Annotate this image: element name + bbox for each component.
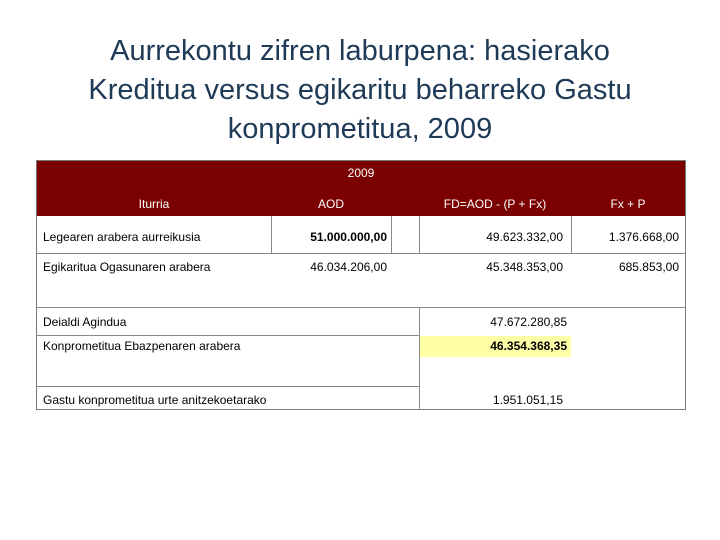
row-fxp-value: 1.376.668,00 <box>608 230 679 244</box>
deialdi-label: Deialdi Agindua <box>43 315 127 329</box>
column-divider <box>571 216 572 253</box>
row-label: Egikaritua Ogasunaren arabera <box>43 260 211 274</box>
row-label: Legearen arabera aurreikusia <box>43 230 201 244</box>
row-divider <box>37 335 419 336</box>
row-aod-value: 51.000.000,00 <box>310 230 387 244</box>
header-aod: AOD <box>271 186 391 216</box>
multiyear-value: 1.951.051,15 <box>492 393 563 407</box>
title-line-1: Aurrekontu zifren laburpena: hasierako <box>110 35 610 67</box>
header-fxp: Fx + P <box>571 186 685 216</box>
title-line-3: konprometitua, 2009 <box>227 113 493 145</box>
summary-table <box>36 160 686 410</box>
row-fd-value: 49.623.332,00 <box>486 230 563 244</box>
header-fd: FD=AOD - (P + Fx) <box>419 186 571 216</box>
row-fxp-value: 685.853,00 <box>618 260 679 274</box>
row-aod-value: 46.034.206,00 <box>310 260 387 274</box>
row-divider <box>37 253 685 254</box>
column-divider <box>271 216 272 253</box>
title-line-2: Kreditua versus egikaritu beharreko Gastu <box>88 74 632 106</box>
deialdi-value: 47.672.280,85 <box>490 315 567 329</box>
row-divider <box>37 307 685 308</box>
multiyear-label: Gastu konprometitua urte anitzekoetarako <box>43 393 267 407</box>
column-divider <box>391 216 392 253</box>
year-header: 2009 <box>37 161 685 186</box>
page-title <box>0 32 720 149</box>
column-divider <box>419 216 420 253</box>
header-source: Iturria <box>37 186 271 216</box>
row-divider <box>37 386 419 387</box>
konprometitua-label: Konprometitua Ebazpenaren arabera <box>43 339 241 353</box>
row-fd-value: 45.348.353,00 <box>486 260 563 274</box>
konprometitua-value: 46.354.368,35 <box>490 339 567 353</box>
column-divider <box>419 307 420 410</box>
header-spacer <box>391 186 419 216</box>
